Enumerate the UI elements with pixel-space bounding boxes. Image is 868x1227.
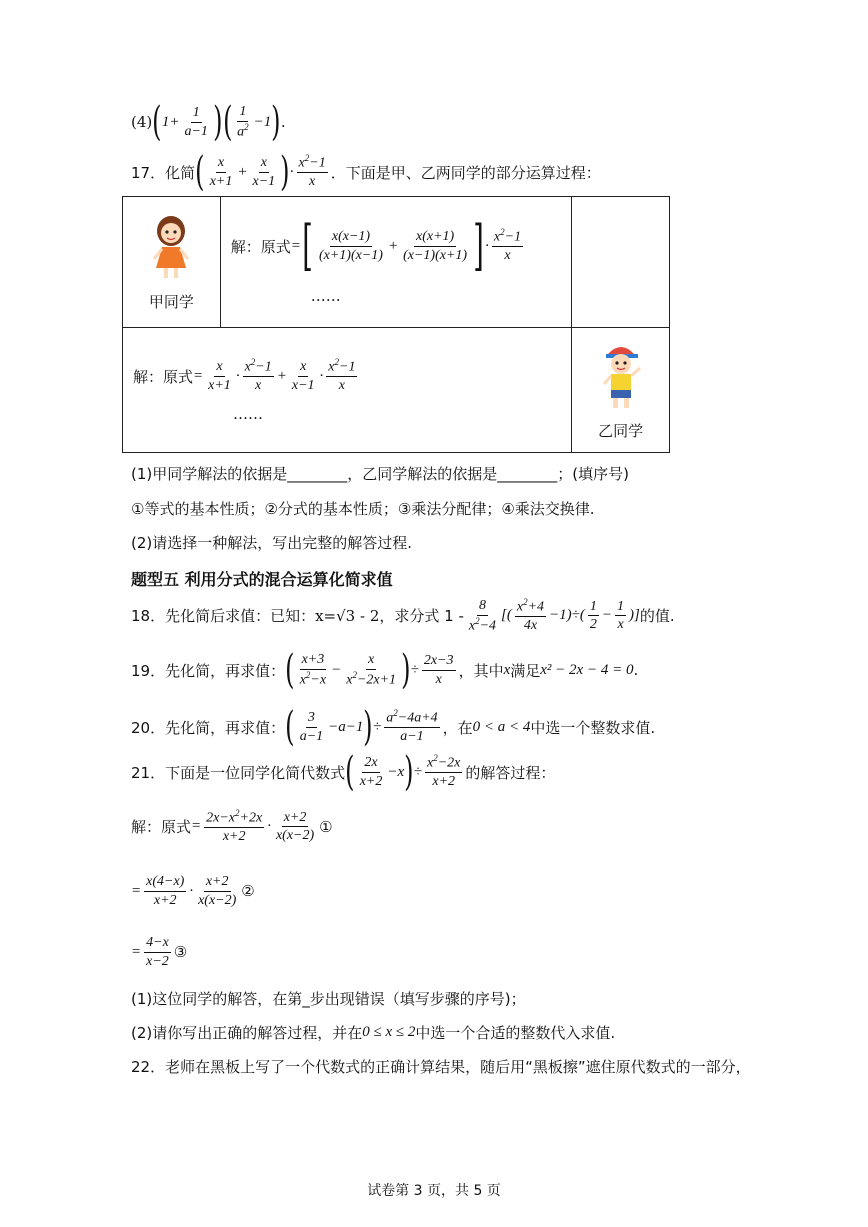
question-19-line: 19．先化简，再求值： ( $\frac{x+3}{x^2-x}$ − $\frac{x}{x^2-2x+1}$ ) ÷ $\frac{2x-3}{x}$ ，其中 x 满足 x² − 2x − 4 = 0 . [131,647,639,693]
yi-solution-cell: 解：原式 = $\frac{x}{x+1}$ · $\frac{x^2-1}{x}$ + $\frac{x}{x-1}$ · $\frac{x^2-1}{x}$ …… [123,328,572,453]
question-18-line: 18．先化简后求值：已知： x=√3 - 2 ，求分式 1 - $\frac{8}{x^2-4}$ [( $\frac{x^2+4}{4x}$ −1)÷( $\frac{1}{2}$ − $\frac{1}{x}$ )] 的值. [131,597,675,634]
yi-ellipsis: …… [233,404,263,423]
q17-sub1: (1)甲同学解法的依据是________，乙同学解法的依据是________；(填序号) [131,465,629,483]
q17-options: ①等式的基本性质；②分式的基本性质；③乘法分配律；④乘法交换律. [131,500,595,518]
q21-sub1: (1)这位同学的解答，在第_步出现错误（填写步骤的序号)； [131,990,526,1008]
question-17-tail: ．下面是甲、乙两同学的部分运算过程： [330,163,601,182]
q21-step-2: = $\frac{x(4-x)}{x+2}$ · $\frac{x+2}{x(x-2)}$ ② [131,874,255,908]
fraction: $\frac{1}{a^2}$ [237,104,249,140]
question-17-number: 17．化简 [131,163,196,182]
jia-avatar-cell [123,197,221,328]
fraction: $\frac{1}{a-1}$ [184,105,208,139]
page-footer: 试卷第 3 页，共 5 页 [367,1183,501,1199]
q21-sub2: (2)请你写出正确的解答过程，并在 0 ≤ x ≤ 2 中选一个合适的整数代入求值. [131,1024,616,1042]
yi-student-label: 乙同学 [598,421,644,440]
boy-student-icon [596,340,646,412]
q21-step-3: = $\frac{4-x}{x-2}$ ③ [131,935,188,969]
q17-sub2: (2)请选择一种解法，写出完整的解答过程. [131,534,413,552]
yi-avatar-cell [572,328,670,453]
jia-student-label: 甲同学 [148,292,194,311]
solution-comparison-table [122,196,670,453]
problem-4-label: (4) [131,113,153,131]
q21-step-1: 解：原式 = $\frac{2x-x^2+2x}{x+2}$ · $\frac{x+2}{x(x-2)}$ ① [131,808,333,845]
section-title: 题型五 利用分式的混合运算化简求值 [131,570,393,589]
jia-ellipsis: …… [310,287,341,305]
question-20-line: 20．先化简，再求值： ( $\frac{3}{a-1}$ −a−1 ) ÷ $\frac{a^2-4a+4}{a-1}$ ，在 0 < a < 4 中选一个整数求值. [131,704,656,750]
question-17-line: 17．化简 ( $\frac{x}{x+1}$ + $\frac{x}{x-1}$ ) · $\frac{x^2-1}{x}$ ．下面是甲、乙两同学的部分运算过程： [131,149,601,195]
question-21-line: 21．下面是一位同学化简代数式 ( $\frac{2x}{x+2}$ −x ) ÷ $\frac{x^2-2x}{x+2}$ 的解答过程： [131,749,556,795]
question-22-line: 22．老师在黑板上写了一个代数式的正确计算结果，随后用“黑板擦”遮住原代数式的一部分， [131,1058,751,1076]
problem-4-line: (4) ( 1+ $\frac{1}{a-1}$ ) ( $\frac{1}{a^2}$ −1 ) . [131,99,286,145]
girl-student-icon [146,213,196,283]
jia-solution-cell: 解：原式 = [ $\frac{x(x-1)}{(x+1)(x-1)}$ + $\frac{x(x+1)}{(x-1)(x+1)}$ ] · $\frac{x^2-1}{x}$ …… [220,197,571,328]
